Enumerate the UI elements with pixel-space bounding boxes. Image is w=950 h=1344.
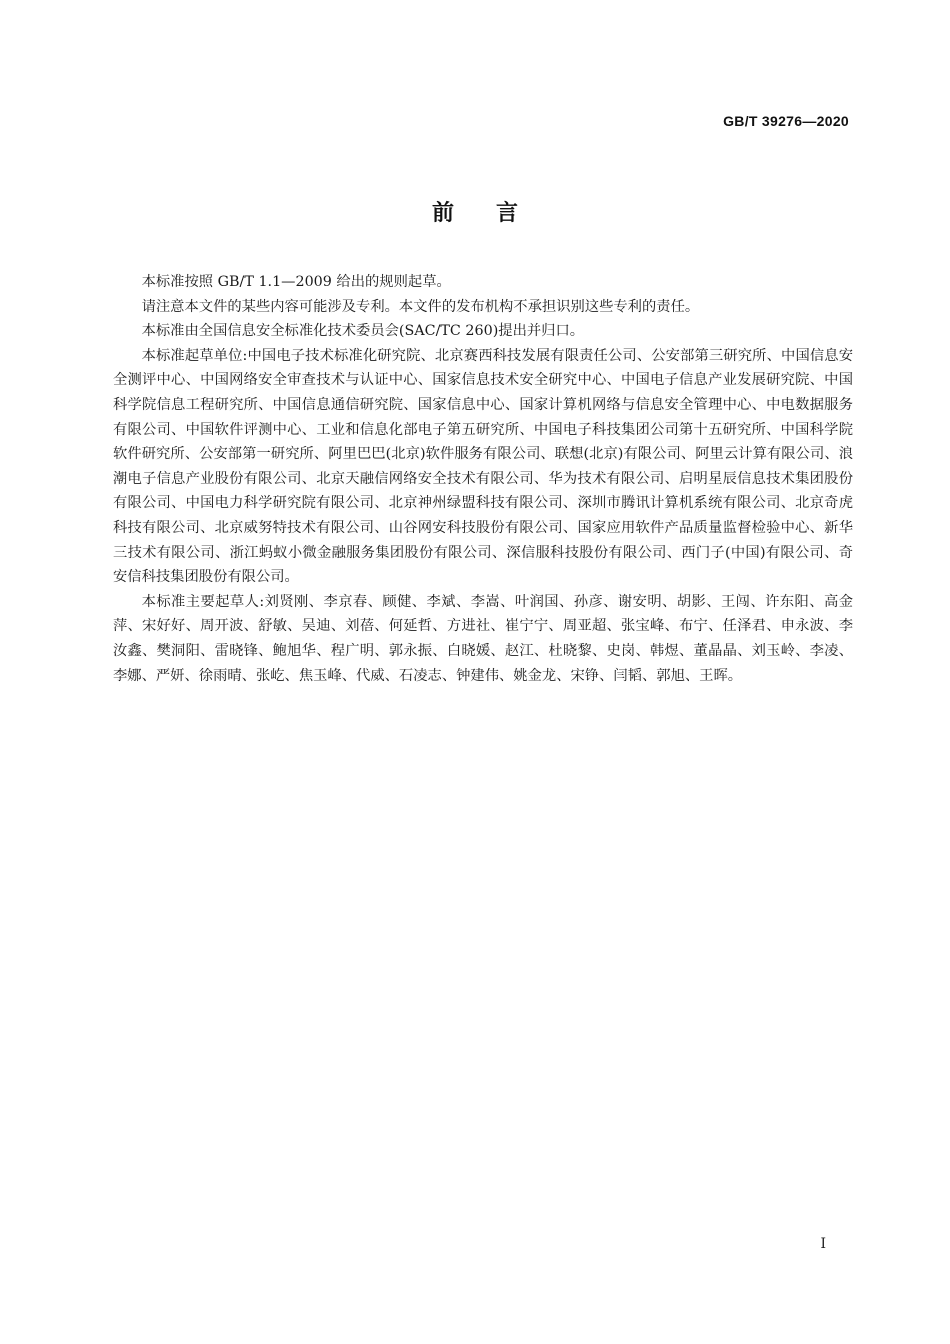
standard-number: GB/T 39276—2020 [723, 113, 849, 129]
paragraph-drafting-rules: 本标准按照 GB/T 1.1—2009 给出的规则起草。 [141, 274, 451, 290]
paragraph-drafting-units: 本标准起草单位:中国电子技术标准化研究院、北京赛西科技发展有限责任公司、公安部第三研究所、中国信息安全测评中心、中国网络安全审查技术与认证中心、国家信息技术安全研究中心、中国电子信息产业发展研究院、中国科学院信息工程研究所、中国信息通信研究院、国家信息中心、国家计算机网络与信息安全管理中心、中电数据服务有限公司、中国软件评测中心、工业和信息化部电子第五研究所、中国电子科技集团公司第十五研究所、中国科学院软件研究所、公安部第一研究所、阿里巴巴(北京)软件服务有限公司、联想(北京)有限公司、阿里云计算有限公司、浪潮电子信息产业股份有限公司、北京天融信网络安全技术有限公司、华为技术有限公司、启明星辰信息技术集团股份有限公司、中国电力科学研究院有限公司、北京神州绿盟科技有限公司、深圳市腾讯计算机系统有限公司、北京奇虎科技有限公司、北京威努特技术有限公司、山谷网安科技股份有限公司、国家应用软件产品质量监督检验中心、新华三技术有限公司、浙江蚂蚁小微金融服务集团股份有限公司、深信服科技股份有限公司、西门子(中国)有限公司、奇安信科技集团股份有限公司。 [113, 347, 853, 586]
page-number: I [820, 1236, 826, 1252]
paragraph-patent-notice: 请注意本文件的某些内容可能涉及专利。本文件的发布机构不承担识别这些专利的责任。 [141, 298, 700, 315]
paragraph-drafters: 本标准主要起草人:刘贤刚、李京春、顾健、李斌、李嵩、叶润国、孙彦、谢安明、胡影、王闯、许东阳、高金萍、宋好好、周开波、舒敏、吴迪、刘蓓、何延哲、方进社、崔宁宁、周亚超、张宝峰、布宁、任泽君、申永波、李汝鑫、樊洞阳、雷晓锋、鲍旭华、程广明、郭永振、白晓媛、赵江、杜晓黎、史岗、韩煜、董晶晶、刘玉岭、李凌、李娜、严妍、徐雨晴、张屹、焦玉峰、代威、石凌志、钟建伟、姚金龙、宋铮、闫韬、郭旭、王晖。 [113, 593, 853, 684]
paragraph-proposer: 本标准由全国信息安全标准化技术委员会(SAC/TC 260)提出并归口。 [141, 323, 585, 340]
foreword-body [113, 270, 853, 688]
page-title: 前言 [431, 201, 560, 226]
